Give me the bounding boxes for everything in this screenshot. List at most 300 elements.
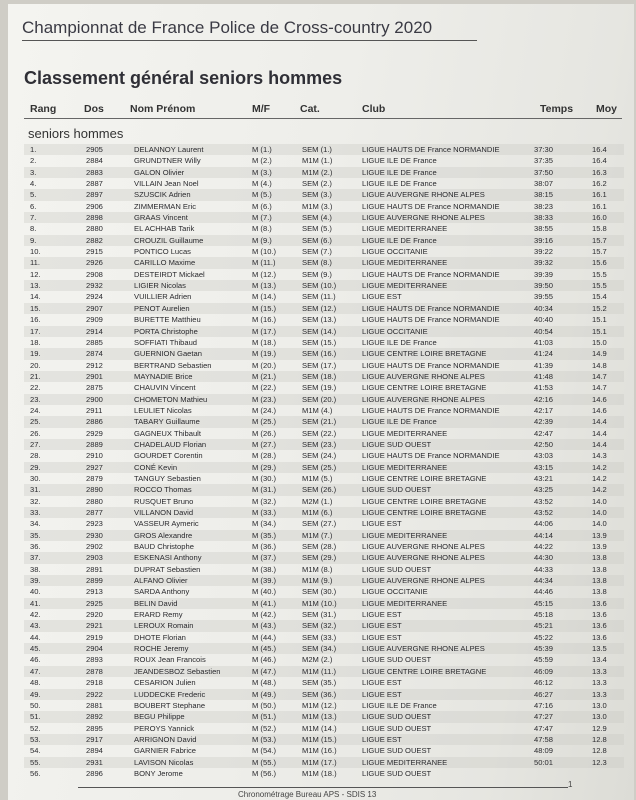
cell-temps: 38:15: [534, 190, 554, 200]
table-row: [24, 269, 624, 280]
cell-club: LIGUE AUVERGNE RHONE ALPES: [362, 213, 485, 223]
cell-moy: 13.0: [592, 712, 607, 722]
cell-mf: M (55.): [252, 757, 277, 767]
cell-temps: 39:55: [534, 292, 554, 302]
cell-rang: 13.: [30, 281, 41, 291]
cell-mf: M (14.): [252, 292, 277, 302]
cell-cat: M2M (1.): [302, 496, 333, 506]
cell-cat: SEM (9.): [302, 269, 332, 279]
cell-club: LIGUE AUVERGNE RHONE ALPES: [362, 576, 485, 586]
cell-mf: M (22.): [252, 383, 277, 393]
cell-club: LIGUE HAUTS DE France NORMANDIE: [362, 315, 500, 325]
cell-rang: 53.: [30, 734, 41, 744]
header-rang: Rang: [30, 103, 57, 115]
cell-rang: 47.: [30, 666, 41, 676]
header-mf: M/F: [252, 103, 271, 115]
cell-mf: M (18.): [252, 337, 277, 347]
cell-mf: M (15.): [252, 303, 277, 313]
cell-cat: M1M (14.): [302, 723, 337, 733]
footer-divider: [78, 787, 568, 788]
table-row: [24, 768, 624, 779]
cell-dos: 2929: [86, 428, 103, 438]
cell-mf: M (29.): [252, 462, 277, 472]
cell-cat: M1M (11.): [302, 666, 337, 676]
cell-club: LIGUE EST: [362, 689, 402, 699]
table-row: [24, 348, 624, 359]
cell-cat: M1M (3.): [302, 201, 333, 211]
cell-rang: 35.: [30, 530, 41, 540]
cell-rang: 9.: [30, 235, 37, 245]
cell-club: LIGUE AUVERGNE RHONE ALPES: [362, 553, 485, 563]
cell-temps: 37:30: [534, 145, 554, 154]
cell-temps: 43:52: [534, 508, 554, 517]
cell-club: LIGUE ILE DE France: [362, 167, 437, 177]
cell-club: LIGUE ILE DE France: [362, 156, 437, 166]
cell-mf: M (49.): [252, 689, 277, 699]
cell-nom: CHADELAUD Florian: [134, 439, 207, 449]
cell-club: LIGUE ILE DE France: [362, 700, 437, 710]
table-row: [24, 530, 624, 541]
cell-temps: 40:34: [534, 303, 554, 313]
cell-club: LIGUE SUD OUEST: [362, 485, 432, 495]
page-number: 1: [568, 780, 573, 789]
cell-temps: 39:16: [534, 235, 554, 245]
footer-text: Chronométrage Bureau APS - SDIS 13: [238, 790, 377, 799]
cell-rang: 24.: [30, 405, 41, 415]
cell-temps: 39:39: [534, 269, 554, 279]
cell-mf: M (39.): [252, 576, 277, 586]
cell-moy: 14.7: [592, 383, 607, 393]
cell-moy: 13.6: [592, 610, 607, 620]
table-row: [24, 643, 624, 654]
cell-nom: GARNIER Fabrice: [134, 746, 197, 756]
cell-club: LIGUE SUD OUEST: [362, 439, 432, 449]
cell-nom: BELIN David: [134, 598, 178, 608]
cell-rang: 4.: [30, 179, 37, 189]
table-row: [24, 700, 624, 711]
cell-dos: 2930: [86, 530, 103, 540]
cell-nom: CHAUVIN Vincent: [134, 383, 196, 393]
cell-rang: 16.: [30, 315, 41, 325]
cell-nom: CARILLO Maxime: [134, 258, 196, 268]
cell-dos: 2893: [86, 655, 103, 665]
cell-club: LIGUE CENTRE LOIRE BRETAGNE: [362, 473, 487, 483]
cell-mf: M (35.): [252, 530, 277, 540]
cell-club: LIGUE AUVERGNE RHONE ALPES: [362, 394, 485, 404]
cell-dos: 2899: [86, 576, 103, 586]
table-row: [24, 326, 624, 337]
cell-moy: 15.5: [592, 269, 607, 279]
cell-moy: 14.3: [592, 451, 607, 461]
cell-nom: BONY Jerome: [134, 768, 183, 778]
table-row: [24, 757, 624, 768]
cell-temps: 43:25: [534, 485, 554, 495]
cell-nom: SOFFIATI Thibaud: [134, 337, 198, 347]
cell-mf: M (34.): [252, 519, 277, 529]
cell-moy: 13.6: [592, 598, 607, 608]
cell-rang: 30.: [30, 473, 41, 483]
cell-moy: 15.1: [592, 326, 607, 336]
cell-dos: 2906: [86, 201, 103, 211]
cell-dos: 2905: [86, 145, 103, 154]
cell-cat: M1M (1.): [302, 156, 333, 166]
results-sheet: [8, 4, 634, 800]
cell-cat: SEM (11.): [302, 292, 336, 302]
cell-temps: 45:21: [534, 621, 554, 631]
table-row: [24, 382, 624, 393]
header-moy: Moy: [596, 103, 617, 115]
cell-cat: SEM (14.): [302, 326, 337, 336]
cell-cat: SEM (7.): [302, 247, 332, 257]
cell-mf: M (20.): [252, 360, 277, 370]
cell-club: LIGUE CENTRE LOIRE BRETAGNE: [362, 349, 487, 359]
cell-moy: 13.9: [592, 542, 607, 552]
cell-temps: 44:22: [534, 542, 554, 552]
cell-temps: 43:03: [534, 451, 554, 461]
cell-nom: ERARD Remy: [134, 610, 183, 620]
cell-nom: GRAAS Vincent: [134, 213, 188, 223]
cell-cat: SEM (1.): [302, 145, 332, 154]
cell-nom: GOURDET Corentin: [134, 451, 203, 461]
cell-dos: 2875: [86, 383, 103, 393]
cell-temps: 41:39: [534, 360, 554, 370]
cell-rang: 51.: [30, 712, 41, 722]
table-row: [24, 689, 624, 700]
cell-mf: M (16.): [252, 315, 277, 325]
table-row: [24, 654, 624, 665]
cell-mf: M (53.): [252, 734, 277, 744]
cell-temps: 44:30: [534, 553, 554, 563]
cell-club: LIGUE AUVERGNE RHONE ALPES: [362, 190, 485, 200]
cell-club: LIGUE SUD OUEST: [362, 712, 432, 722]
cell-moy: 14.0: [592, 519, 607, 529]
cell-nom: LEULIET Nicolas: [134, 405, 192, 415]
cell-dos: 2911: [86, 405, 103, 415]
cell-nom: GRUNDTNER Willy: [134, 156, 201, 166]
cell-cat: SEM (22.): [302, 428, 337, 438]
table-row: [24, 518, 624, 529]
cell-nom: GUERNION Gaetan: [134, 349, 202, 359]
cell-moy: 13.8: [592, 576, 607, 586]
cell-moy: 13.0: [592, 700, 607, 710]
table-row: [24, 303, 624, 314]
cell-rang: 14.: [30, 292, 41, 302]
table-row: [24, 371, 624, 382]
cell-cat: SEM (13.): [302, 315, 337, 325]
cell-dos: 2914: [86, 326, 103, 336]
cell-dos: 2881: [86, 700, 103, 710]
table-row: [24, 484, 624, 495]
cell-club: LIGUE ILE DE France: [362, 337, 437, 347]
cell-cat: SEM (10.): [302, 281, 337, 291]
cell-club: LIGUE HAUTS DE France NORMANDIE: [362, 451, 500, 461]
cell-club: LIGUE MEDITERRANEE: [362, 530, 448, 540]
cell-cat: M1M (16.): [302, 746, 337, 756]
cell-cat: SEM (2.): [302, 179, 332, 189]
cell-moy: 14.6: [592, 405, 607, 415]
cell-moy: 12.3: [592, 757, 607, 767]
table-row: [24, 734, 624, 745]
cell-moy: 14.4: [592, 417, 607, 427]
cell-club: LIGUE AUVERGNE RHONE ALPES: [362, 371, 485, 381]
table-row: [24, 496, 624, 507]
cell-nom: VASSEUR Aymeric: [134, 519, 199, 529]
cell-club: LIGUE SUD OUEST: [362, 723, 432, 733]
cell-moy: 15.5: [592, 281, 607, 291]
cell-temps: 37:50: [534, 167, 554, 177]
cell-cat: SEM (19.): [302, 383, 337, 393]
cell-nom: GROS Alexandre: [134, 530, 193, 540]
cell-nom: ROCHE Jeremy: [134, 644, 189, 654]
cell-nom: DUPRAT Sebastien: [134, 564, 201, 574]
cell-club: LIGUE CENTRE LOIRE BRETAGNE: [362, 383, 487, 393]
table-row: [24, 620, 624, 631]
cell-moy: 14.4: [592, 428, 607, 438]
cell-rang: 44.: [30, 632, 41, 642]
cell-club: LIGUE HAUTS DE France NORMANDIE: [362, 269, 500, 279]
cell-rang: 15.: [30, 303, 41, 313]
cell-dos: 2877: [86, 508, 103, 517]
cell-dos: 2904: [86, 644, 103, 654]
cell-mf: M (12.): [252, 269, 277, 279]
cell-nom: EL ACHHAB Tarik: [134, 224, 195, 234]
cell-rang: 20.: [30, 360, 41, 370]
cell-moy: 15.7: [592, 235, 607, 245]
cell-club: LIGUE SUD OUEST: [362, 746, 432, 756]
cell-club: LIGUE MEDITERRANEE: [362, 428, 448, 438]
table-row: [24, 144, 624, 155]
cell-cat: SEM (12.): [302, 303, 337, 313]
cell-rang: 3.: [30, 167, 37, 177]
cell-club: LIGUE AUVERGNE RHONE ALPES: [362, 644, 485, 654]
cell-rang: 39.: [30, 576, 41, 586]
cell-mf: M (36.): [252, 542, 277, 552]
cell-mf: M (44.): [252, 632, 277, 642]
cell-moy: 13.5: [592, 644, 607, 654]
cell-moy: 16.4: [592, 156, 607, 166]
cell-cat: SEM (34.): [302, 644, 337, 654]
cell-moy: 13.6: [592, 621, 607, 631]
header-nom: Nom Prénom: [130, 103, 196, 115]
cell-temps: 43:52: [534, 496, 554, 506]
cell-rang: 52.: [30, 723, 41, 733]
cell-moy: 13.9: [592, 530, 607, 540]
cell-dos: 2889: [86, 439, 103, 449]
results-table: [24, 144, 624, 779]
cell-temps: 44:34: [534, 576, 554, 586]
cell-moy: 16.3: [592, 167, 607, 177]
cell-moy: 15.2: [592, 303, 607, 313]
cell-dos: 2878: [86, 666, 103, 676]
cell-cat: M2M (2.): [302, 655, 333, 665]
cell-temps: 48:09: [534, 746, 554, 756]
cell-rang: 54.: [30, 746, 41, 756]
cell-rang: 2.: [30, 156, 37, 166]
cell-rang: 1.: [30, 145, 37, 154]
cell-cat: SEM (26.): [302, 485, 337, 495]
table-row: [24, 201, 624, 212]
table-row: [24, 428, 624, 439]
cell-mf: M (33.): [252, 508, 277, 517]
cell-club: LIGUE CENTRE LOIRE BRETAGNE: [362, 496, 487, 506]
table-row: [24, 745, 624, 756]
cell-nom: CROUZIL Guillaume: [134, 235, 204, 245]
cell-temps: 44:06: [534, 519, 554, 529]
cell-cat: SEM (5.): [302, 224, 332, 234]
table-row: [24, 586, 624, 597]
cell-temps: 45:15: [534, 598, 554, 608]
cell-rang: 48.: [30, 678, 41, 688]
cell-nom: VILLAIN Jean Noel: [134, 179, 199, 189]
cell-dos: 2886: [86, 417, 103, 427]
cell-nom: PORTA Christophe: [134, 326, 198, 336]
cell-nom: MAYNADIE Brice: [134, 371, 193, 381]
cell-club: LIGUE OCCITANIE: [362, 587, 428, 597]
table-row: [24, 189, 624, 200]
cell-mf: M (27.): [252, 439, 277, 449]
cell-temps: 46:27: [534, 689, 554, 699]
cell-temps: 44:33: [534, 564, 554, 574]
cell-temps: 50:01: [534, 757, 554, 767]
cell-cat: SEM (33.): [302, 632, 337, 642]
cell-club: LIGUE OCCITANIE: [362, 326, 428, 336]
cell-mf: M (32.): [252, 496, 277, 506]
table-row: [24, 178, 624, 189]
cell-rang: 50.: [30, 700, 41, 710]
cell-cat: M1M (15.): [302, 734, 337, 744]
cell-rang: 19.: [30, 349, 41, 359]
cell-mf: M (52.): [252, 723, 277, 733]
cell-mf: M (24.): [252, 405, 277, 415]
cell-club: LIGUE MEDITERRANEE: [362, 462, 448, 472]
cell-rang: 6.: [30, 201, 37, 211]
cell-cat: M1M (5.): [302, 473, 333, 483]
cell-temps: 44:14: [534, 530, 554, 540]
cell-dos: 2903: [86, 553, 103, 563]
cell-dos: 2890: [86, 485, 103, 495]
cell-club: LIGUE CENTRE LOIRE BRETAGNE: [362, 508, 487, 517]
cell-club: LIGUE MEDITERRANEE: [362, 598, 448, 608]
cell-nom: LUDDECKE Frederic: [134, 689, 206, 699]
table-row: [24, 291, 624, 302]
cell-dos: 2909: [86, 315, 103, 325]
table-row: [24, 541, 624, 552]
header-temps: Temps: [540, 103, 574, 115]
cell-nom: ZIMMERMAN Eric: [134, 201, 197, 211]
cell-temps: 39:50: [534, 281, 554, 291]
cell-dos: 2901: [86, 371, 103, 381]
table-row: [24, 212, 624, 223]
cell-nom: CONÉ Kevin: [134, 462, 178, 472]
cell-temps: 45:39: [534, 644, 554, 654]
cell-nom: BURETTE Matthieu: [134, 315, 201, 325]
table-row: [24, 462, 624, 473]
cell-dos: 2880: [86, 496, 103, 506]
header-dos: Dos: [84, 103, 104, 115]
cell-dos: 2887: [86, 179, 103, 189]
cell-moy: 14.8: [592, 360, 607, 370]
cell-moy: 14.7: [592, 371, 607, 381]
cell-moy: 12.8: [592, 734, 607, 744]
cell-temps: 42:47: [534, 428, 554, 438]
cell-club: LIGUE HAUTS DE France NORMANDIE: [362, 360, 500, 370]
cell-mf: M (11.): [252, 258, 276, 268]
cell-mf: M (46.): [252, 655, 277, 665]
table-row: [24, 337, 624, 348]
cell-temps: 45:59: [534, 655, 554, 665]
cell-dos: 2882: [86, 235, 103, 245]
cell-club: LIGUE ILE DE France: [362, 235, 437, 245]
cell-cat: M1M (10.): [302, 598, 337, 608]
cell-dos: 2896: [86, 768, 103, 778]
cell-nom: BERTRAND Sebastien: [134, 360, 212, 370]
cell-cat: SEM (32.): [302, 621, 337, 631]
cell-mf: M (30.): [252, 473, 277, 483]
cell-nom: DESTEIRDT Mickael: [134, 269, 205, 279]
cell-rang: 32.: [30, 496, 41, 506]
table-row: [24, 666, 624, 677]
table-row: [24, 507, 624, 518]
cell-club: LIGUE MEDITERRANEE: [362, 281, 448, 291]
table-row: [24, 246, 624, 257]
table-row: [24, 450, 624, 461]
cell-mf: M (19.): [252, 349, 277, 359]
cell-mf: M (51.): [252, 712, 277, 722]
cell-moy: 14.0: [592, 496, 607, 506]
cell-moy: 14.4: [592, 439, 607, 449]
cell-mf: M (25.): [252, 417, 277, 427]
cell-mf: M (9.): [252, 235, 272, 245]
cell-moy: 16.2: [592, 179, 607, 189]
cell-temps: 42:16: [534, 394, 554, 404]
cell-cat: SEM (8.): [302, 258, 332, 268]
cell-dos: 2880: [86, 224, 103, 234]
cell-nom: GALON Olivier: [134, 167, 185, 177]
cell-cat: M1M (6.): [302, 508, 333, 517]
cell-club: LIGUE SUD OUEST: [362, 564, 432, 574]
cell-rang: 49.: [30, 689, 41, 699]
table-row: [24, 439, 624, 450]
cell-cat: SEM (3.): [302, 190, 332, 200]
table-row: [24, 416, 624, 427]
cell-mf: M (1.): [252, 145, 272, 154]
cell-nom: LIGIER Nicolas: [134, 281, 186, 291]
cell-moy: 13.4: [592, 655, 607, 665]
cell-cat: M1M (13.): [302, 712, 337, 722]
cell-nom: TANGUY Sebastien: [134, 473, 201, 483]
cell-temps: 47:58: [534, 734, 554, 744]
cell-cat: SEM (20.): [302, 394, 337, 404]
cell-club: LIGUE MEDITERRANEE: [362, 224, 448, 234]
cell-dos: 2897: [86, 190, 103, 200]
cell-temps: 40:54: [534, 326, 554, 336]
cell-nom: VUILLIER Adrien: [134, 292, 192, 302]
cell-club: LIGUE ILE DE France: [362, 179, 437, 189]
cell-moy: 14.2: [592, 485, 607, 495]
cell-club: LIGUE ILE DE France: [362, 417, 437, 427]
cell-cat: SEM (31.): [302, 610, 337, 620]
cell-temps: 42:50: [534, 439, 554, 449]
cell-rang: 23.: [30, 394, 41, 404]
cell-cat: SEM (35.): [302, 678, 337, 688]
cell-mf: M (5.): [252, 190, 272, 200]
cell-temps: 38:23: [534, 201, 554, 211]
cell-mf: M (54.): [252, 746, 277, 756]
cell-dos: 2907: [86, 303, 103, 313]
cell-dos: 2898: [86, 213, 103, 223]
cell-rang: 18.: [30, 337, 41, 347]
cell-club: LIGUE SUD OUEST: [362, 655, 432, 665]
